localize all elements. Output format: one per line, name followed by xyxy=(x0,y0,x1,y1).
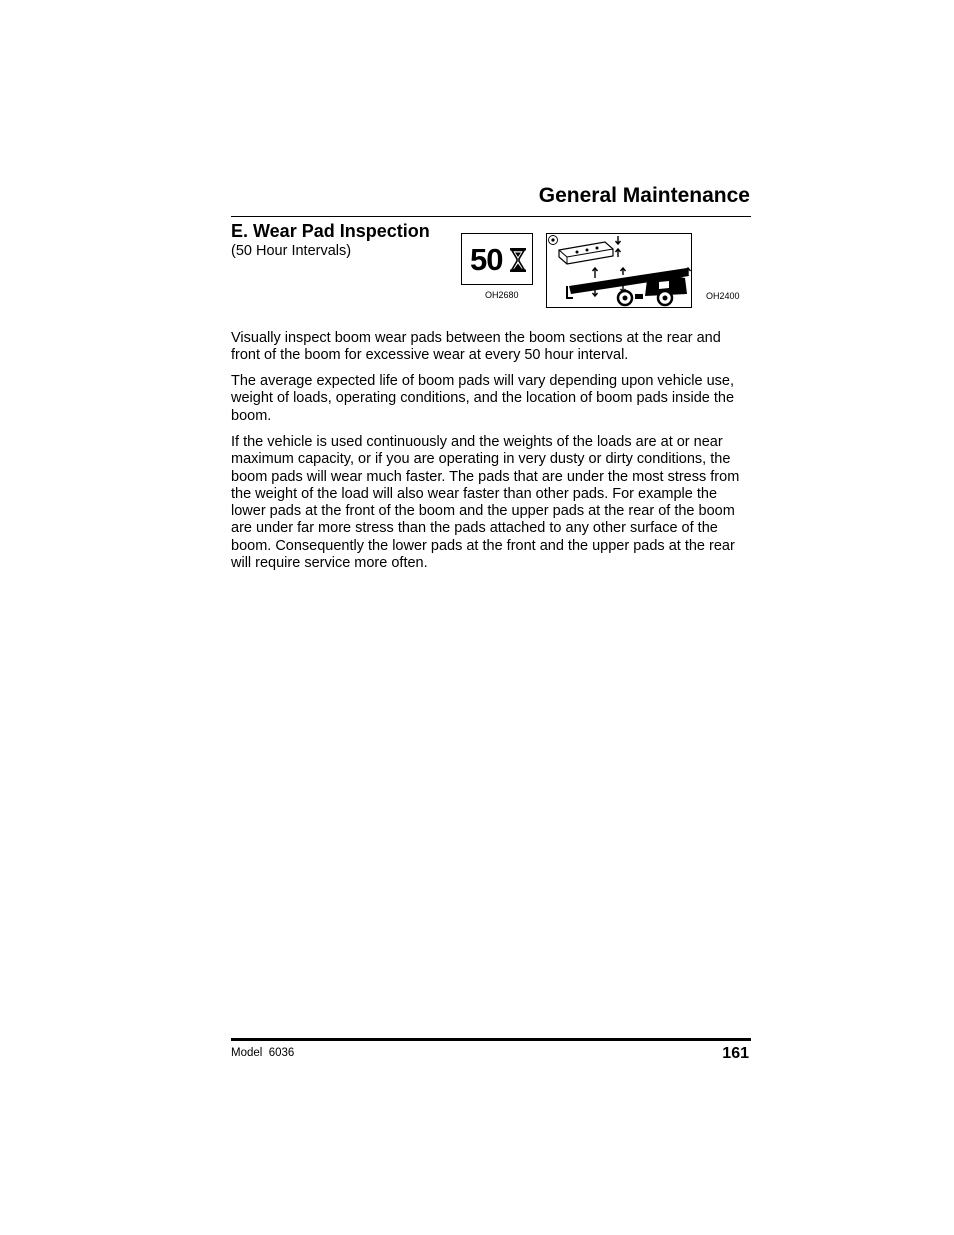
figure-code: OH2400 xyxy=(706,291,740,301)
chapter-title: General Maintenance xyxy=(538,184,750,207)
header-divider xyxy=(231,216,751,217)
hourglass-icon xyxy=(509,248,527,272)
telehandler-boom-wear-pad-icon xyxy=(547,234,693,309)
section-subheading: (50 Hour Intervals) xyxy=(231,243,352,259)
body-paragraph: If the vehicle is used continuously and the weights of the loads are at or near maximum capacity, or if you are operating in very dusty or dirty conditions, the boom pads will wear much faster. The pads that are under the most stress from the weight of the load will also wear faster than other pads. For example the lower pads at the front of the boom and the upper pads at the rear of the boom are under far more stress than the pads attached to any other surface of the boom. Consequently the lower pads at the front and the upper pads at the rear will require service more often. xyxy=(231,434,740,572)
boom-diagram-figure xyxy=(546,233,692,308)
interval-figure xyxy=(461,233,533,285)
section-heading: E. Wear Pad Inspection xyxy=(231,221,430,241)
footer-model: Model 6036 xyxy=(231,1047,295,1059)
footer-divider xyxy=(231,1038,751,1041)
body-paragraph: The average expected life of boom pads will vary depending upon vehicle use, weight of loads, operating conditions, and the location of boom pads inside the boom. xyxy=(231,373,735,424)
figure-code: OH2680 xyxy=(485,290,519,300)
page-number: 161 xyxy=(722,1045,749,1062)
body-paragraph: Visually inspect boom wear pads between the boom sections at the rear and front of the boom for excessive wear at every 50 hour interval. xyxy=(231,330,721,364)
interval-number: 50 xyxy=(470,242,503,277)
